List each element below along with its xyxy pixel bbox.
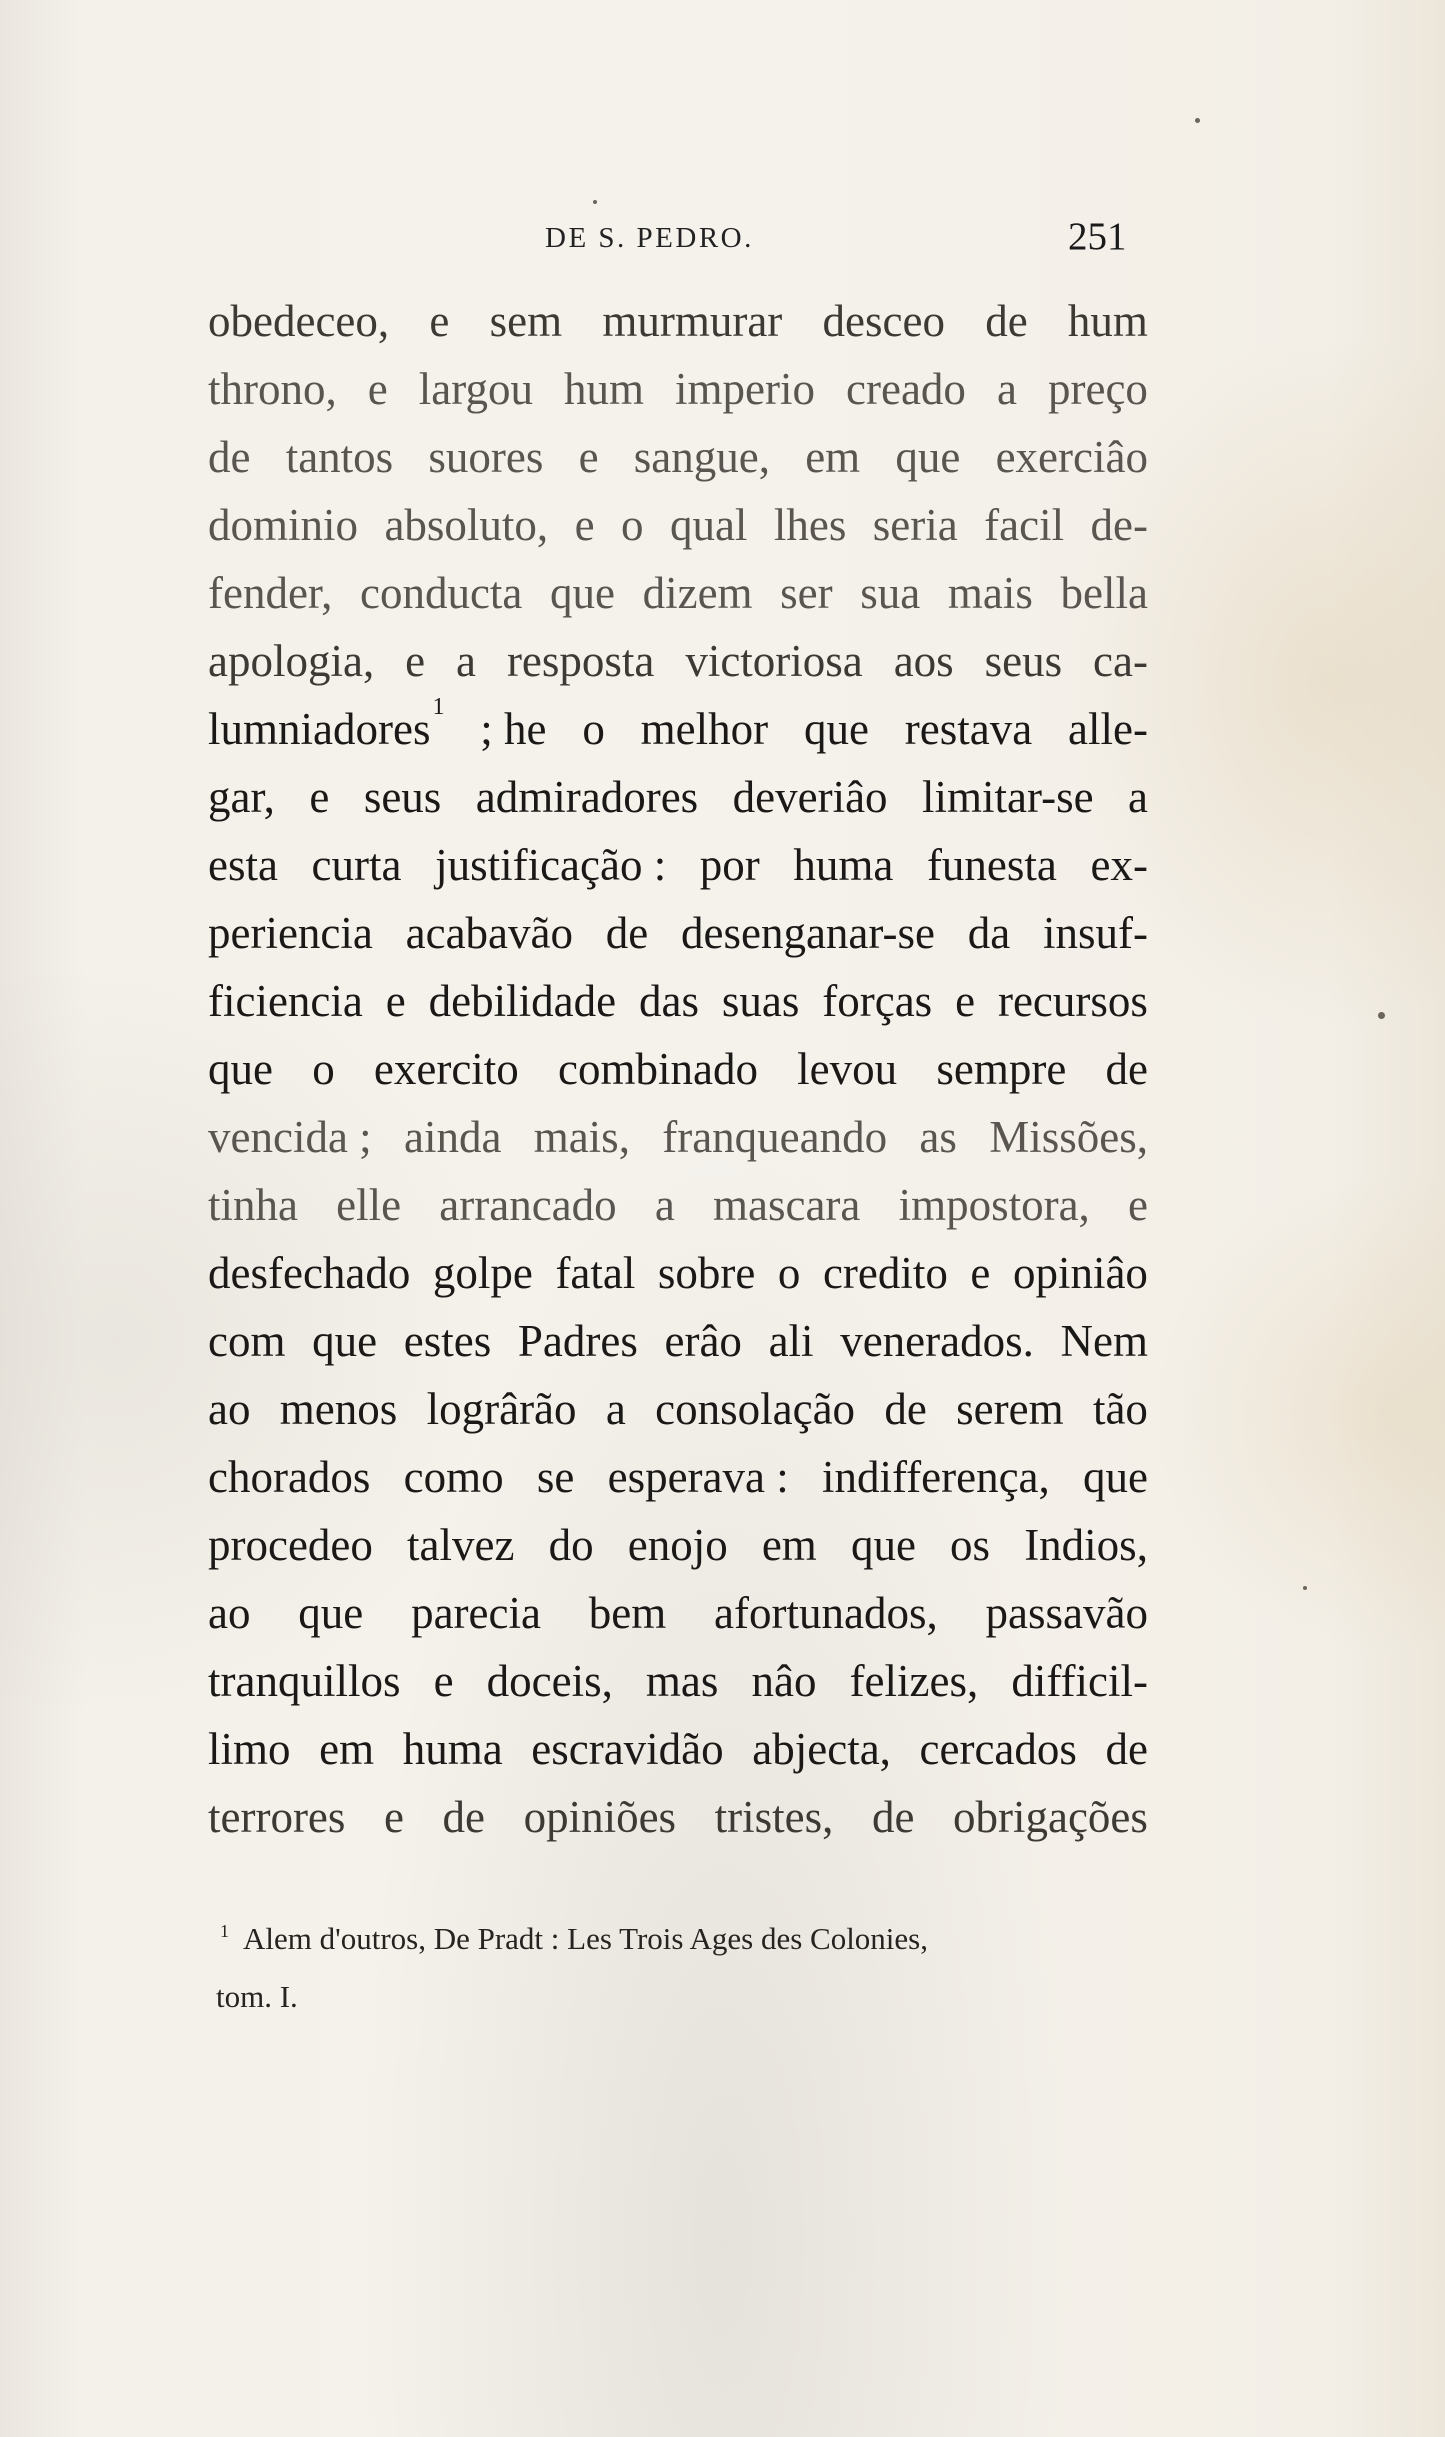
word: consolação — [655, 1384, 856, 1434]
word: e — [578, 432, 599, 482]
word: largou — [418, 364, 533, 414]
word: fender, — [208, 568, 333, 618]
word: ca- — [1093, 636, 1148, 686]
word: mais — [947, 568, 1033, 618]
word: acabavão — [405, 908, 574, 958]
word: Indios, — [1024, 1520, 1148, 1570]
running-head: DE S. PEDRO. — [545, 222, 754, 254]
word: ao — [208, 1384, 251, 1434]
word: de — [884, 1384, 927, 1434]
word: menos — [279, 1384, 398, 1434]
word: gar, — [208, 772, 275, 822]
paper-speck — [1303, 1586, 1307, 1590]
word: em — [761, 1520, 817, 1570]
word: sangue, — [633, 432, 770, 482]
word: lhes — [773, 500, 847, 550]
word: seus — [984, 636, 1063, 686]
word: o — [582, 704, 605, 754]
word: com — [208, 1316, 286, 1366]
word: e — [970, 1248, 991, 1298]
text-line — [208, 491, 1148, 559]
paper-speck — [593, 200, 597, 204]
word: se — [536, 1452, 575, 1502]
text-line — [208, 559, 1148, 627]
word: a — [605, 1384, 626, 1434]
word: limo — [208, 1724, 291, 1774]
word: murmurar — [602, 296, 783, 346]
word: como — [403, 1452, 504, 1502]
word: de — [1105, 1044, 1148, 1094]
word: esperava : — [607, 1452, 789, 1502]
word: desenganar-se — [681, 908, 935, 958]
word: throno, — [208, 364, 337, 414]
text-line — [208, 1035, 1148, 1103]
word: que — [803, 704, 869, 754]
word: talvez — [407, 1520, 515, 1570]
word: estes — [403, 1316, 492, 1366]
word: sobre — [657, 1248, 756, 1298]
word: recursos — [997, 976, 1148, 1026]
word: de- — [1090, 500, 1148, 550]
footnote — [216, 1912, 1156, 2024]
text-line — [208, 1103, 1148, 1171]
word: em — [319, 1724, 375, 1774]
word: mas — [645, 1656, 719, 1706]
word: que — [550, 568, 615, 618]
word: indifferença, — [821, 1452, 1050, 1502]
word: franqueando — [662, 1112, 888, 1162]
text-line — [208, 1647, 1148, 1715]
word: chorados — [208, 1452, 371, 1502]
text-line — [208, 831, 1148, 899]
word: da — [967, 908, 1011, 958]
text-line — [208, 355, 1148, 423]
word: e — [955, 976, 976, 1026]
text-line — [208, 1579, 1148, 1647]
word: tantos — [285, 432, 394, 482]
word: justificação : — [435, 840, 667, 890]
word: ficiencia — [208, 976, 363, 1026]
word: exerciâo — [995, 432, 1148, 482]
word: erâo — [664, 1316, 742, 1366]
word: facil — [984, 500, 1065, 550]
footnote-marker: 1 — [220, 1921, 229, 1941]
word: deveriâo — [732, 772, 888, 822]
text-line — [208, 287, 1148, 355]
word: tinha — [208, 1180, 298, 1230]
word: a — [996, 364, 1017, 414]
word: dizem — [642, 568, 753, 618]
word: que — [298, 1588, 364, 1638]
word: e — [574, 500, 595, 550]
word: seus — [363, 772, 442, 822]
word: tão — [1092, 1384, 1148, 1434]
word: e — [367, 364, 388, 414]
word: arrancado — [439, 1180, 617, 1230]
word: sempre — [936, 1044, 1067, 1094]
word: por — [699, 840, 760, 890]
word: nâo — [751, 1656, 817, 1706]
text-line — [208, 1307, 1148, 1375]
word: parecia — [411, 1588, 541, 1638]
word: melhor — [640, 704, 769, 754]
page-number: 251 — [1068, 215, 1127, 258]
footnote-text: Alem d'outros, De Pradt : Les Trois Ages des Colonies, — [243, 1921, 928, 1956]
word: opiniâo — [1012, 1248, 1148, 1298]
word: restava — [904, 704, 1033, 754]
word: desceo — [822, 296, 945, 346]
word: vencida ; — [208, 1112, 372, 1162]
word: difficil- — [1011, 1656, 1148, 1706]
word: de — [871, 1792, 915, 1842]
word: afortunados, — [714, 1588, 938, 1638]
word: que — [895, 432, 961, 482]
word: de — [208, 432, 251, 482]
word: as — [919, 1112, 957, 1162]
word: curta — [311, 840, 402, 890]
text-line — [208, 1783, 1148, 1851]
word: combinado — [558, 1044, 758, 1094]
word: obrigações — [953, 1792, 1148, 1842]
footnote-line — [216, 1912, 1156, 1970]
word: conducta — [359, 568, 523, 618]
word: exercito — [373, 1044, 519, 1094]
text-line — [208, 695, 1148, 763]
word: a — [654, 1180, 675, 1230]
text-line — [208, 1239, 1148, 1307]
text-line — [208, 967, 1148, 1035]
text-line — [208, 899, 1148, 967]
word: forças — [822, 976, 933, 1026]
word: ao — [208, 1588, 251, 1638]
word: a — [1128, 772, 1148, 822]
word: e — [429, 296, 450, 346]
word: insuf- — [1042, 908, 1148, 958]
word: fatal — [555, 1248, 636, 1298]
word: de — [1105, 1724, 1148, 1774]
word: de — [605, 908, 649, 958]
word: de — [985, 296, 1028, 346]
word: o — [621, 500, 644, 550]
word: serem — [956, 1384, 1064, 1434]
word: impostora, — [898, 1180, 1090, 1230]
word: funesta — [926, 840, 1057, 890]
word: creado — [846, 364, 966, 414]
word: e — [383, 1792, 404, 1842]
word: alle- — [1068, 704, 1148, 754]
word: imperio — [675, 364, 815, 414]
word: huma — [402, 1724, 503, 1774]
word: ex- — [1090, 840, 1148, 890]
paper-speck — [1195, 118, 1200, 123]
word: passavão — [985, 1588, 1148, 1638]
word: que — [1082, 1452, 1148, 1502]
word: debilidade — [428, 976, 617, 1026]
word: sem — [489, 296, 563, 346]
paper-speck — [1378, 1012, 1385, 1019]
word: a — [456, 636, 477, 686]
word: venerados. — [840, 1316, 1034, 1366]
text-line — [208, 763, 1148, 831]
word: abjecta, — [752, 1724, 891, 1774]
word: aos — [893, 636, 954, 686]
word: tranquillos — [208, 1656, 401, 1706]
word: ser — [780, 568, 833, 618]
word: sua — [860, 568, 921, 618]
word: o — [312, 1044, 335, 1094]
word: periencia — [208, 908, 373, 958]
word: escravidão — [531, 1724, 724, 1774]
word: suas — [721, 976, 800, 1026]
footnote-line — [216, 1970, 1156, 2024]
word: hum — [1067, 296, 1148, 346]
word: os — [950, 1520, 991, 1570]
word: terrores — [208, 1792, 346, 1842]
text-line — [208, 1511, 1148, 1579]
word: credito — [822, 1248, 948, 1298]
word: suores — [428, 432, 544, 482]
word: desfechado — [208, 1248, 411, 1298]
text-line — [208, 627, 1148, 695]
word: limitar-se — [922, 772, 1094, 822]
word: dominio — [208, 500, 359, 550]
word: em — [805, 432, 861, 482]
word: e — [385, 976, 406, 1026]
word: cercados — [919, 1724, 1077, 1774]
word: hum — [563, 364, 644, 414]
word: seria — [872, 500, 958, 550]
word: e — [405, 636, 426, 686]
word: das — [638, 976, 699, 1026]
word: Nem — [1060, 1316, 1148, 1366]
word: doceis, — [486, 1656, 613, 1706]
word: huma — [793, 840, 894, 890]
body-text — [208, 287, 1148, 1851]
word: mascara — [712, 1180, 861, 1230]
word: e — [1127, 1180, 1148, 1230]
word: apologia, — [208, 636, 375, 686]
word: ainda — [403, 1112, 502, 1162]
text-line — [208, 1375, 1148, 1443]
word: logrârão — [426, 1384, 577, 1434]
word: Padres — [517, 1316, 638, 1366]
word: procedeo — [208, 1520, 373, 1570]
word: victoriosa — [685, 636, 863, 686]
word: esta — [208, 840, 278, 890]
footnote-text: tom. I. — [216, 1979, 298, 2014]
word: que — [850, 1520, 916, 1570]
word: absoluto, — [384, 500, 549, 550]
word: admiradores — [475, 772, 699, 822]
word: golpe — [432, 1248, 533, 1298]
word: levou — [797, 1044, 898, 1094]
word: bem — [588, 1588, 667, 1638]
word: do — [548, 1520, 594, 1570]
word: mais, — [533, 1112, 630, 1162]
word: tristes, — [714, 1792, 834, 1842]
word: felizes, — [849, 1656, 979, 1706]
word: de — [442, 1792, 486, 1842]
word: bella — [1060, 568, 1148, 618]
text-line — [208, 1443, 1148, 1511]
word: opiniões — [523, 1792, 677, 1842]
word: Missões, — [989, 1112, 1148, 1162]
word: que — [312, 1316, 378, 1366]
word: e — [309, 772, 330, 822]
word: enojo — [627, 1520, 728, 1570]
word: ali — [768, 1316, 814, 1366]
text-line — [208, 423, 1148, 491]
text-line — [208, 1171, 1148, 1239]
word: qual — [669, 500, 748, 550]
word: o — [777, 1248, 801, 1298]
word: preço — [1047, 364, 1148, 414]
word: obedeceo, — [208, 296, 390, 346]
word: e — [433, 1656, 454, 1706]
word: que — [208, 1044, 273, 1094]
word: lumniadores$^1$ — [208, 694, 445, 754]
footnote-reference[interactable]: 1 — [432, 694, 445, 720]
word: resposta — [506, 636, 655, 686]
word: ; he — [480, 704, 547, 754]
word: elle — [336, 1180, 402, 1230]
text-line — [208, 1715, 1148, 1783]
